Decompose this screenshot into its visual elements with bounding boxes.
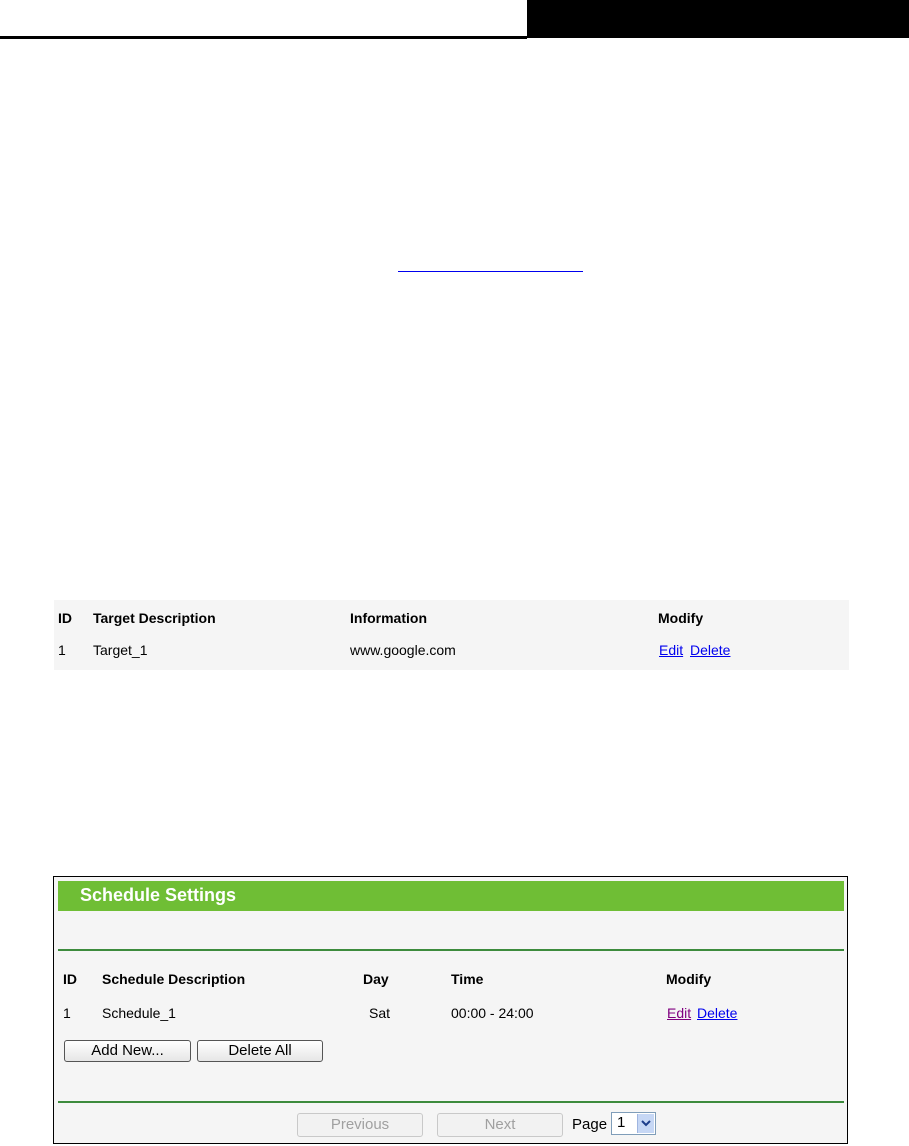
schedule-settings-panel <box>53 876 848 1144</box>
document-header <box>0 0 909 40</box>
schedule-header-id: ID <box>63 971 77 987</box>
schedule-row-day: Sat <box>369 1005 391 1021</box>
schedule-header-description: Schedule Description <box>102 971 246 987</box>
page-select[interactable] <box>611 1112 656 1135</box>
target-header-description: Target Description <box>93 610 216 626</box>
page-label: Page <box>572 1116 608 1133</box>
schedule-delete-link[interactable]: Delete <box>697 1005 738 1021</box>
schedule-edit-link[interactable]: Edit <box>667 1005 692 1021</box>
schedule-title: Schedule Settings <box>80 885 237 905</box>
next-button[interactable]: Next <box>437 1113 563 1137</box>
schedule-row-time: 00:00 - 24:00 <box>451 1005 534 1021</box>
schedule-header-day: Day <box>363 971 389 987</box>
target-row-id: 1 <box>58 642 66 658</box>
hyperlink-underline[interactable] <box>398 271 583 272</box>
chevron-down-icon[interactable] <box>637 1114 654 1133</box>
schedule-title-bar <box>58 881 844 911</box>
target-row-information: www.google.com <box>350 642 456 658</box>
divider-bottom <box>58 1101 844 1103</box>
delete-all-button[interactable]: Delete All <box>197 1040 323 1062</box>
schedule-header-time: Time <box>451 971 484 987</box>
target-header-id: ID <box>58 610 72 626</box>
target-header-information: Information <box>350 610 427 626</box>
schedule-row-description: Schedule_1 <box>102 1005 176 1021</box>
divider-top <box>58 949 844 951</box>
header-black-block <box>527 0 909 38</box>
target-row-description: Target_1 <box>93 642 148 658</box>
target-header-modify: Modify <box>658 610 704 626</box>
add-new-button[interactable]: Add New... <box>64 1040 191 1062</box>
target-list-table <box>54 600 849 670</box>
schedule-header-modify: Modify <box>666 971 712 987</box>
header-rule <box>0 36 527 39</box>
page-select-value: 1 <box>617 1114 626 1131</box>
target-edit-link[interactable]: Edit <box>659 642 684 658</box>
target-delete-link[interactable]: Delete <box>690 642 731 658</box>
schedule-row-id: 1 <box>63 1005 71 1021</box>
previous-button[interactable]: Previous <box>297 1113 423 1137</box>
